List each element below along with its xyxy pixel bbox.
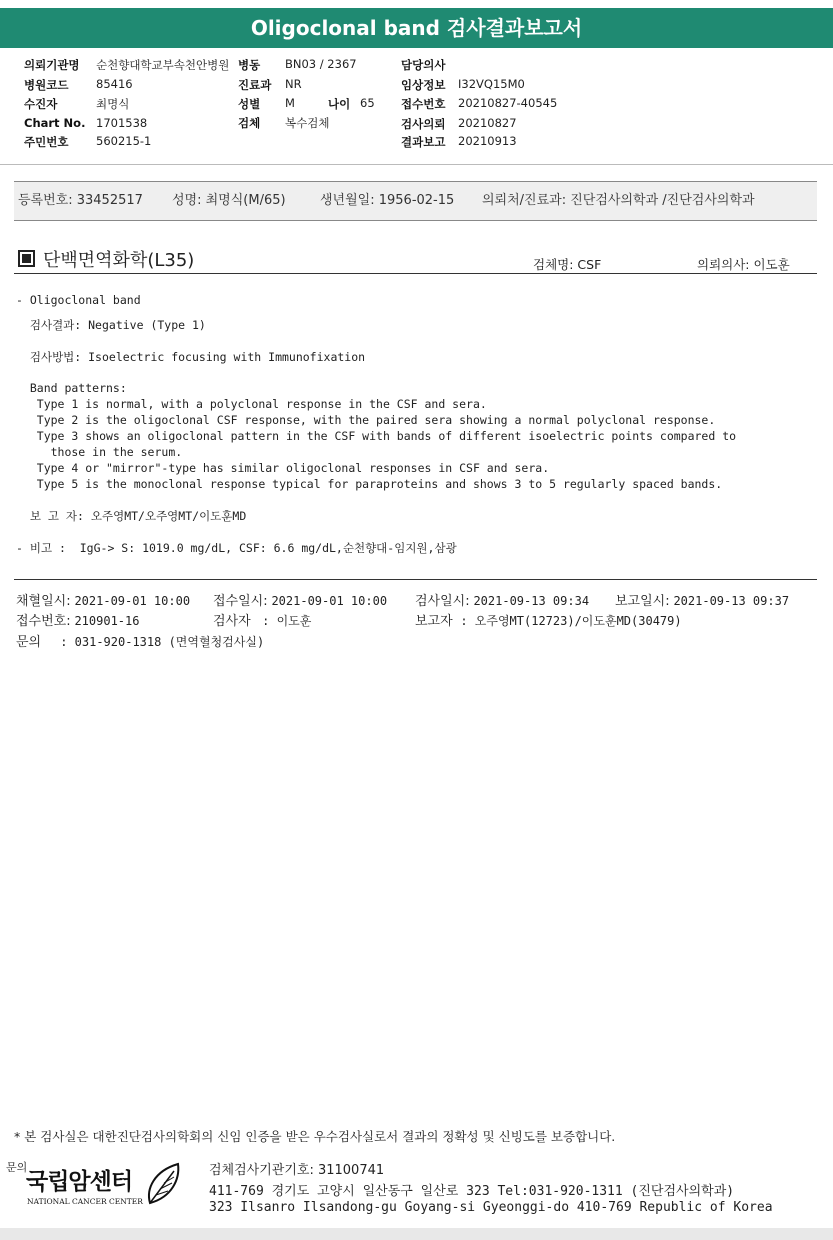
patient-name-age: 성명: 최명식(M/65) (172, 193, 286, 208)
section-heading (18, 246, 194, 272)
report-time: 보고일시: 2021-09-13 09:37 (615, 594, 790, 609)
test-result: 검사결과: Negative (Type 1) (16, 318, 206, 332)
age-label: 나이 (328, 97, 351, 111)
requesting-doctor: 의뢰의사: 이도훈 (697, 257, 790, 272)
band-type-5: Type 5 is the monoclonal response typical for paraproteins and shows 3 to 5 regularly spaced bands. (16, 477, 723, 491)
sex: M (285, 96, 295, 110)
logo-text: 국립암센터 (26, 1169, 133, 1195)
bottom-bar (0, 1228, 833, 1240)
inquiry: 문의 : 031-920-1318 (면역혈청검사실) (16, 635, 265, 650)
institution-code: 검체검사기관기호: 31100741 (209, 1163, 385, 1178)
band-type-4: Type 4 or "mirror"-type has similar oligoclonal responses in CSF and sera. (16, 461, 550, 475)
department-label: 진료과 (238, 78, 272, 92)
resident-no: 560215-1 (96, 134, 152, 148)
age: 65 (360, 96, 375, 110)
band-type-1: Type 1 is normal, with a polyclonal response in the CSF and sera. (16, 397, 487, 411)
test-time: 검사일시: 2021-09-13 09:34 (415, 594, 590, 609)
sex-label: 성별 (238, 97, 261, 111)
receive-time: 접수일시: 2021-09-01 10:00 (213, 594, 388, 609)
remarks: - 비고 : IgG-> S: 1019.0 mg/dL, CSF: 6.6 mg/dL,순천향대-임지원,삼광 (16, 541, 457, 555)
tester: 검사자 : 이도훈 (213, 614, 312, 629)
certification-note: * 본 검사실은 대한진단검사의학회의 신임 인증을 받은 우수검사실로서 결과의 정확성 및 신빙도를 보증합니다. (14, 1129, 616, 1144)
band-type-2: Type 2 is the oligoclonal CSF response, with the paired sera showing a normal polyclonal response. (16, 413, 716, 427)
patient-label: 수진자 (24, 97, 58, 111)
address-english: 323 Ilsanro Ilsandong-gu Goyang-si Gyeonggi-do 410-769 Republic of Korea (209, 1200, 773, 1215)
request-date: 20210827 (458, 116, 517, 130)
clinical-info: I32VQ15M0 (458, 77, 525, 91)
report-date-label: 결과보고 (401, 135, 446, 149)
reporter: 보고자 : 오주영MT(12723)/이도훈MD(30479) (415, 614, 682, 629)
report-title: Oligoclonal band 검사결과보고서 (0, 8, 833, 48)
request-date-label: 검사의뢰 (401, 117, 446, 131)
section-title: 단백면역화학(L35) (43, 250, 195, 271)
ward: BN03 / 2367 (285, 57, 357, 71)
hospital-code-label: 병원코드 (24, 78, 69, 92)
leaf-icon (144, 1161, 184, 1207)
band-type-3-cont: those in the serum. (16, 445, 183, 459)
hospital-name: 순천향대학교부속천안병원 (96, 58, 230, 72)
receipt-label: 접수번호 (401, 97, 446, 111)
chart-no-label: Chart No. (24, 116, 86, 130)
specimen-name: 검체명: CSF (533, 257, 602, 272)
chart-no: 1701538 (96, 116, 148, 130)
meta-rule (14, 579, 817, 580)
receipt-no: 20210827-40545 (458, 96, 558, 110)
requesting-department: 의뢰처/진료과: 진단검사의학과 /진단검사의학과 (482, 193, 755, 208)
patient-name: 최명식 (96, 97, 130, 111)
test-name: - Oligoclonal band (16, 293, 141, 307)
logo-subtext: NATIONAL CANCER CENTER (27, 1197, 143, 1206)
test-method: 검사방법: Isoelectric focusing with Immunofixation (16, 350, 366, 364)
hospital-code: 85416 (96, 77, 133, 91)
specimen-label: 검체 (238, 116, 261, 130)
report-date: 20210913 (458, 134, 517, 148)
band-patterns-heading: Band patterns: (16, 381, 127, 395)
specimen: 복수검체 (285, 116, 330, 130)
section-rule (14, 273, 817, 274)
doctor-label: 담당의사 (401, 58, 446, 72)
hospital-name-row: 의뢰기관명 (24, 58, 80, 72)
resident-no-label: 주민번호 (24, 135, 69, 149)
header-divider (0, 164, 833, 165)
ward-label: 병동 (238, 58, 261, 72)
filled-square-icon (18, 250, 35, 267)
birth-date: 생년월일: 1956-02-15 (320, 193, 455, 208)
registration-number: 등록번호: 33452517 (18, 193, 143, 208)
clinical-info-label: 임상정보 (401, 78, 446, 92)
registration-bar (14, 181, 817, 221)
department: NR (285, 77, 302, 91)
address-korean: 411-769 경기도 고양시 일산동구 일산로 323 Tel:031-920-1311 (진단검사의학과) (209, 1184, 735, 1199)
band-type-3: Type 3 shows an oligoclonal pattern in the CSF with bands of different isoelectric points compared to (16, 429, 737, 443)
collect-time: 채혈일시: 2021-09-01 10:00 (16, 594, 191, 609)
receipt-number: 접수번호: 210901-16 (16, 614, 140, 629)
footer-inquiry-label: 문의 (6, 1161, 28, 1174)
reporters: 보 고 자: 오주영MT/오주영MT/이도훈MD (16, 509, 247, 523)
